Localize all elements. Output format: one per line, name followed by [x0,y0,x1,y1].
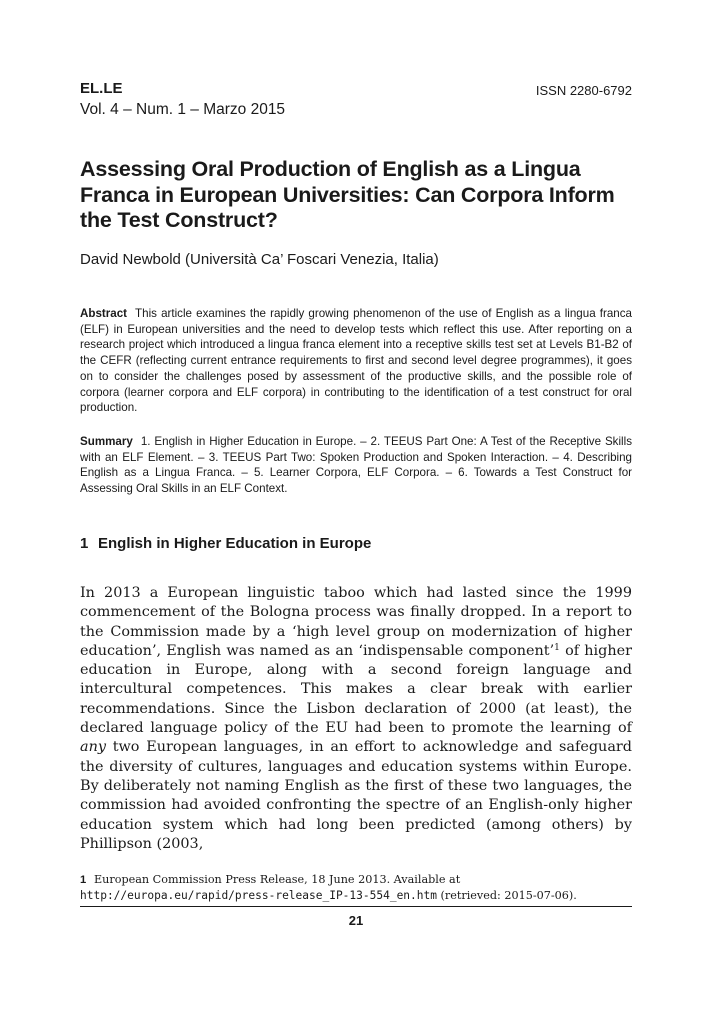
body-paragraph [80,584,632,854]
journal-volume: Vol. 4 – Num. 1 – Marzo 2015 [80,101,286,118]
section-number: 1 [80,535,89,552]
issn: ISSN 2280-6792 [535,83,632,98]
summary-label: Summary [80,435,133,448]
footnote-reference[interactable]: 1 [554,642,560,653]
body-emphasis: any [80,739,106,756]
article-title: Assessing Oral Production of English as a Lingua Franca in European Universities: Can Corpora Inform the Test Construct? [80,157,615,232]
journal-header [80,80,285,119]
article-author: David Newbold (Università Ca’ Foscari Venezia, Italia) [80,251,439,268]
footnote-text: European Commission Press Release, 18 June 2013. Available at [94,873,461,886]
abstract [80,306,632,416]
footnote-suffix: (retrieved: 2015-07-06). [436,889,577,902]
summary-text: 1. English in Higher Education in Europe. – 2. TEEUS Part One: A Test of the Receptive Skills with an ELF Element. – 3. TEEUS Part Two: Spoken Production and Spoken Interaction. – 4. Describing English as a Lingua Franca. – 5. Learner Corpora, ELF Corpora. – 6. Towards a Test Construct for Assessing Oral Skills in an ELF Context. [80,435,632,496]
abstract-text: This article examines the rapidly growing phenomenon of the use of English as a lingua franca (ELF) in European universities and the need to develop tests which reflect this use. After reporting on a research project which introduced a lingua franca element into a receptive skills test set at Levels B1-B2 of the CEFR (reflecting current entrance requirements to first and second level degree programmes), it goes on to consider the challenges posed by assessment of the productive skills, and the possible role of corpora (learner corpora and ELF corpora) in contributing to the identification of a test construct for oral production. [80,307,632,415]
section-title: English in Higher Education in Europe [98,535,372,552]
summary [80,434,632,497]
body-text-part3: two European languages, in an effort to acknowledge and safeguard the diversity of cultures, languages and education systems within Europe. By deliberately not naming English as the first of these two languages, the commission had avoided confronting the spectre of an English-only higher education system which had long been predicted (among others) by Phillipson (2003, [80,739,632,852]
body-text-part1: In 2013 a European linguistic taboo which had lasted since the 1999 commencement of the Bologna process was finally dropped. In a report to the Commission made by a ‘high level group on modernization of higher education’, English was named as an ‘indispensable component’ [80,585,632,659]
footnote [80,872,632,903]
footnote-url-link[interactable]: http://europa.eu/rapid/press-release_IP-13-554_en.htm [80,889,437,902]
journal-name: EL.LE [80,80,123,97]
footer-rule [80,906,632,907]
footnote-number: 1 [80,874,87,886]
abstract-label: Abstract [80,307,128,320]
section-heading [80,534,371,553]
body-text-part2: of higher education in Europe, along with a second foreign language and intercultural competences. This makes a clear break with earlier recommendations. Since the Lisbon declaration of 2000 (at least), the declared language policy of the EU had been to promote the learning of [80,642,632,737]
page-number: 21 [348,913,364,928]
